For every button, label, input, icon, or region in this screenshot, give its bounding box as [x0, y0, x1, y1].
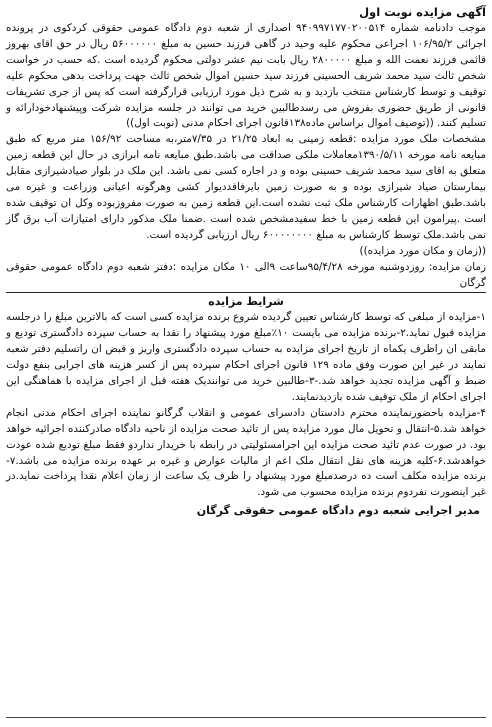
signature: مدیر اجرایی شعبه دوم دادگاه عمومی حقوقی گرگان — [196, 504, 480, 518]
footer-divider — [6, 717, 486, 718]
conditions-block-1: ۱-مزایده از مبلغی که توسط کارشناس تعیین گردیده شروع برنده مزایده کسی است که بالاترین مبلغ را درجلسه مزایده قبول نماید.۲-برنده مزایده می بایست ۱۰٪مبلغ مورد پیشنهاد را نقدا به حساب سپرده دادگستری تودیع و مابقی ان راظرف یکماه از تاریخ اجرای مزایده به حساب سپرده دادگستری واریز و قبض ان راتسلیم دفتر شعبه نمایند در غیر این صورت وفق ماده ۱۲۹ قانون اجرای احکام سپرده پس از کسر هزینه های اجرایی بنفع دولت ضبط و آگهی مزایده تجدید خواهد شد.-۳-طالبین خرید می توانندیک هفته قبل از اجرای مزایده با هماهنگی این اجرای احکام از ملک توقیف شده بازدیدنمایند. — [6, 311, 487, 403]
conditions-block-2: ۴-مزایده باحضورنماینده محترم دادستان دادسرای عمومی و انقلاب گرگانو نماینده اجرای احکام مدنی انجام خواهد شد.۵-انتقال و تحویل مال مورد مزایده پس از تائید صحت مزایده از ناحیه دادگاه صادرکننده اجرائیه خواهد بود. در صورت عدم تائید صحت مزایده این اجرامسئولیتی در رابطه با خریدار نداردو فقط مبلغ تودیع شده عودت خواهدشد.۶-کلیه هزینه های نقل انتقال ملک اعم از مالیات عوارض و غیره بر عهده برنده مزایده می باشد.۷- برنده مزایده مکلف است ده درصدمبلغ مورد پیشنهاد را ظرف یک ساعت از زمان اعلام نقدا پرداخت نماید.در غیر اینصورت نفردوم برنده مزایده محسوب می شود. — [6, 406, 486, 499]
intro-paragraph: موجب دادنامه شماره ۹۴۰۹۹۷۱۷۷۰۲۰۰۵۱۴ اصداری از شعبه دوم دادگاه عمومی حقوقی کردکوی در پرونده اجرائی ۱۰۶/۹۵/۲ اجراعی محکوم علیه وحید در گاهی فرزند حسین به مبلغ ۵۶۰۰۰۰۰۰ ریال در حق اقای بهروز قائمی فرزند نعمت الله و مبلغ ۲۸۰۰۰۰۰ ریال بابت نیم عشر دولتی محکوم گردیده است .که حسب در خواست شخص ثالث سید محمد شریف الحسینی فرزند سید حسین اموال شخص ثالث جهت پرداخت بدهی محکوم علیه توقیف و توسط کارشناس منتخب بازدید و به شرح ذیل مورد ارزیابی قرارگرفته است که پس از جری تشریفات قانونی از طریق حضوری بفروش می رسدطالبین خرید می توانند در جلسه مزایده شرکت وپیشنهادخودارائه و تسلیم کنند. ((توصیف اموال براساس ماده۱۳۸قانون اجرای احکام مدنی (نوبت اول)) — [6, 22, 486, 130]
time-place-heading: ((زمان و مکان مورد مزایده)) — [359, 244, 486, 257]
notice-title: آگهی مزایده نوبت اول — [359, 5, 486, 19]
conditions-title: شرایط مزایده — [208, 295, 284, 309]
property-description: مشخصات ملک مورد مزایده :قطعه زمینی به ابعاد ۲۱/۲۵ در ۷/۳۵متر،به مساحت ۱۵۶/۹۲ متر مربع که طبق مبایعه نامه مورخه ۱۳۹۰/۵/۱۱معاملات ملکی صداقت می باشد.طبق مبایعه نامه ابرازی در حال این قطعه زمین متعلق به اقای سید محمد شریف حسینی بوده و در اجاره کسی نمی باشد. این ملک در بلوار صیادشیرازی مقابل بیمارستان صیاد شیرازی بوده و به صورت زمین بایرفاقددیوار کشی وهرگونه اعیانی وزراعت و غیره می باشد.طبق اظهارات کارشناس ملک ثبت نشده است.این قطعه زمین به صورت مفروزبوده وکل ان توقیف شده است .پیرامون این قطعه زمین با خط سفیدمشخص شده است .ضمنا ملک مذکور دارای امتیازات آب برق گاز نمی باشد.ملک توسط کارشناس به مبلغ ۶۰۰۰۰۰۰۰۰ ریال ارزیابی گردیده است. — [6, 133, 487, 241]
section-divider — [6, 292, 486, 293]
auction-time-place: زمان مزایده: روزدوشنبه مورخه ۹۵/۴/۲۸ساعت ۹الی ۱۰ مکان مزایده :دفتر شعبه دوم دادگاه عمومی حقوقی گرگان — [6, 260, 487, 289]
